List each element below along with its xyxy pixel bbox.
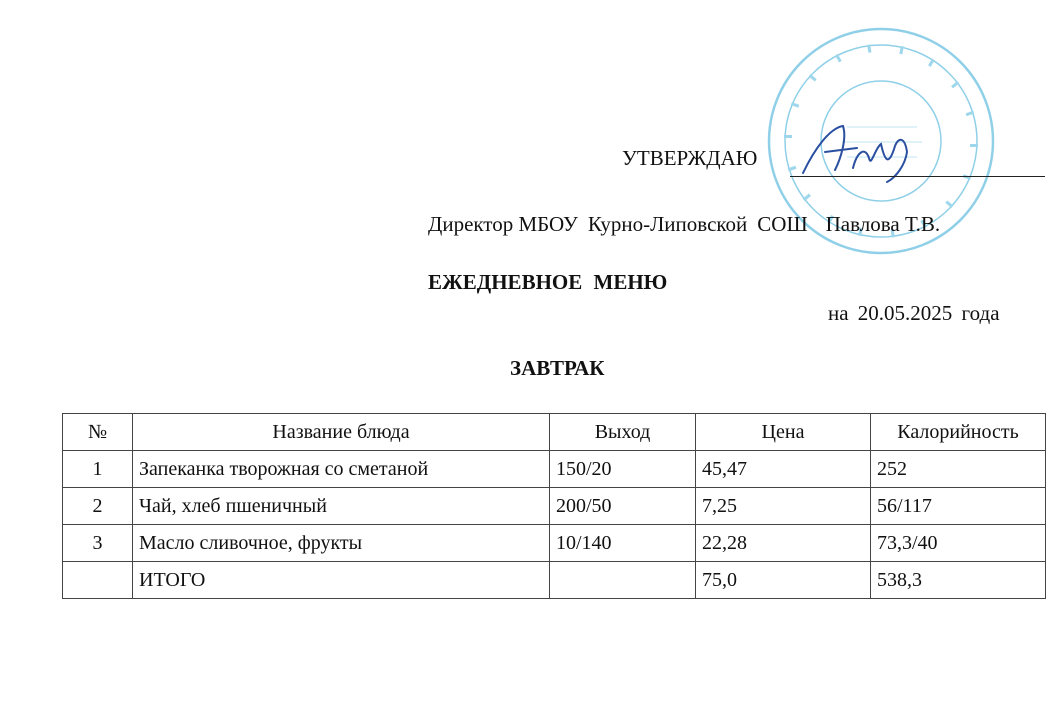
total-label: ИТОГО — [133, 562, 550, 599]
dish-output: 200/50 — [550, 488, 696, 525]
total-calories: 538,3 — [871, 562, 1046, 599]
dish-name: Запеканка творожная со сметаной — [133, 451, 550, 488]
director-position: Директор МБОУ — [428, 212, 578, 236]
col-header-dish: Название блюда — [133, 414, 550, 451]
dish-calories: 252 — [871, 451, 1046, 488]
dish-calories: 56/117 — [871, 488, 1046, 525]
col-header-calories: Калорийность — [871, 414, 1046, 451]
row-number: 2 — [63, 488, 133, 525]
row-number: 1 — [63, 451, 133, 488]
approve-label: УТВЕРЖДАЮ — [622, 146, 758, 170]
col-header-output: Выход — [550, 414, 696, 451]
total-output-empty — [550, 562, 696, 599]
school-name: Курно-Липовской — [587, 212, 748, 236]
total-price: 75,0 — [696, 562, 871, 599]
director-line — [428, 212, 940, 237]
total-empty-cell — [63, 562, 133, 599]
page-title: ЕЖЕДНЕВНОЕ МЕНЮ — [428, 270, 668, 294]
dish-output: 10/140 — [550, 525, 696, 562]
table-header-row — [63, 414, 1046, 451]
school-type: СОШ — [757, 212, 808, 236]
dish-name: Чай, хлеб пшеничный — [133, 488, 550, 525]
dish-calories: 73,3/40 — [871, 525, 1046, 562]
menu-date: на 20.05.2025 года — [828, 301, 1000, 325]
dish-output: 150/20 — [550, 451, 696, 488]
total-row — [63, 562, 1046, 599]
table-row — [63, 451, 1046, 488]
dish-price: 45,47 — [696, 451, 871, 488]
signature-icon — [795, 118, 915, 188]
director-name: Павлова Т.В. — [825, 212, 941, 236]
col-header-price: Цена — [696, 414, 871, 451]
table-row — [63, 525, 1046, 562]
dish-price: 22,28 — [696, 525, 871, 562]
table-row — [63, 488, 1046, 525]
dish-price: 7,25 — [696, 488, 871, 525]
menu-table — [62, 413, 1046, 599]
signature-line — [790, 176, 1045, 177]
section-title: ЗАВТРАК — [510, 356, 605, 380]
col-header-number: № — [63, 414, 133, 451]
dish-name: Масло сливочное, фрукты — [133, 525, 550, 562]
row-number: 3 — [63, 525, 133, 562]
